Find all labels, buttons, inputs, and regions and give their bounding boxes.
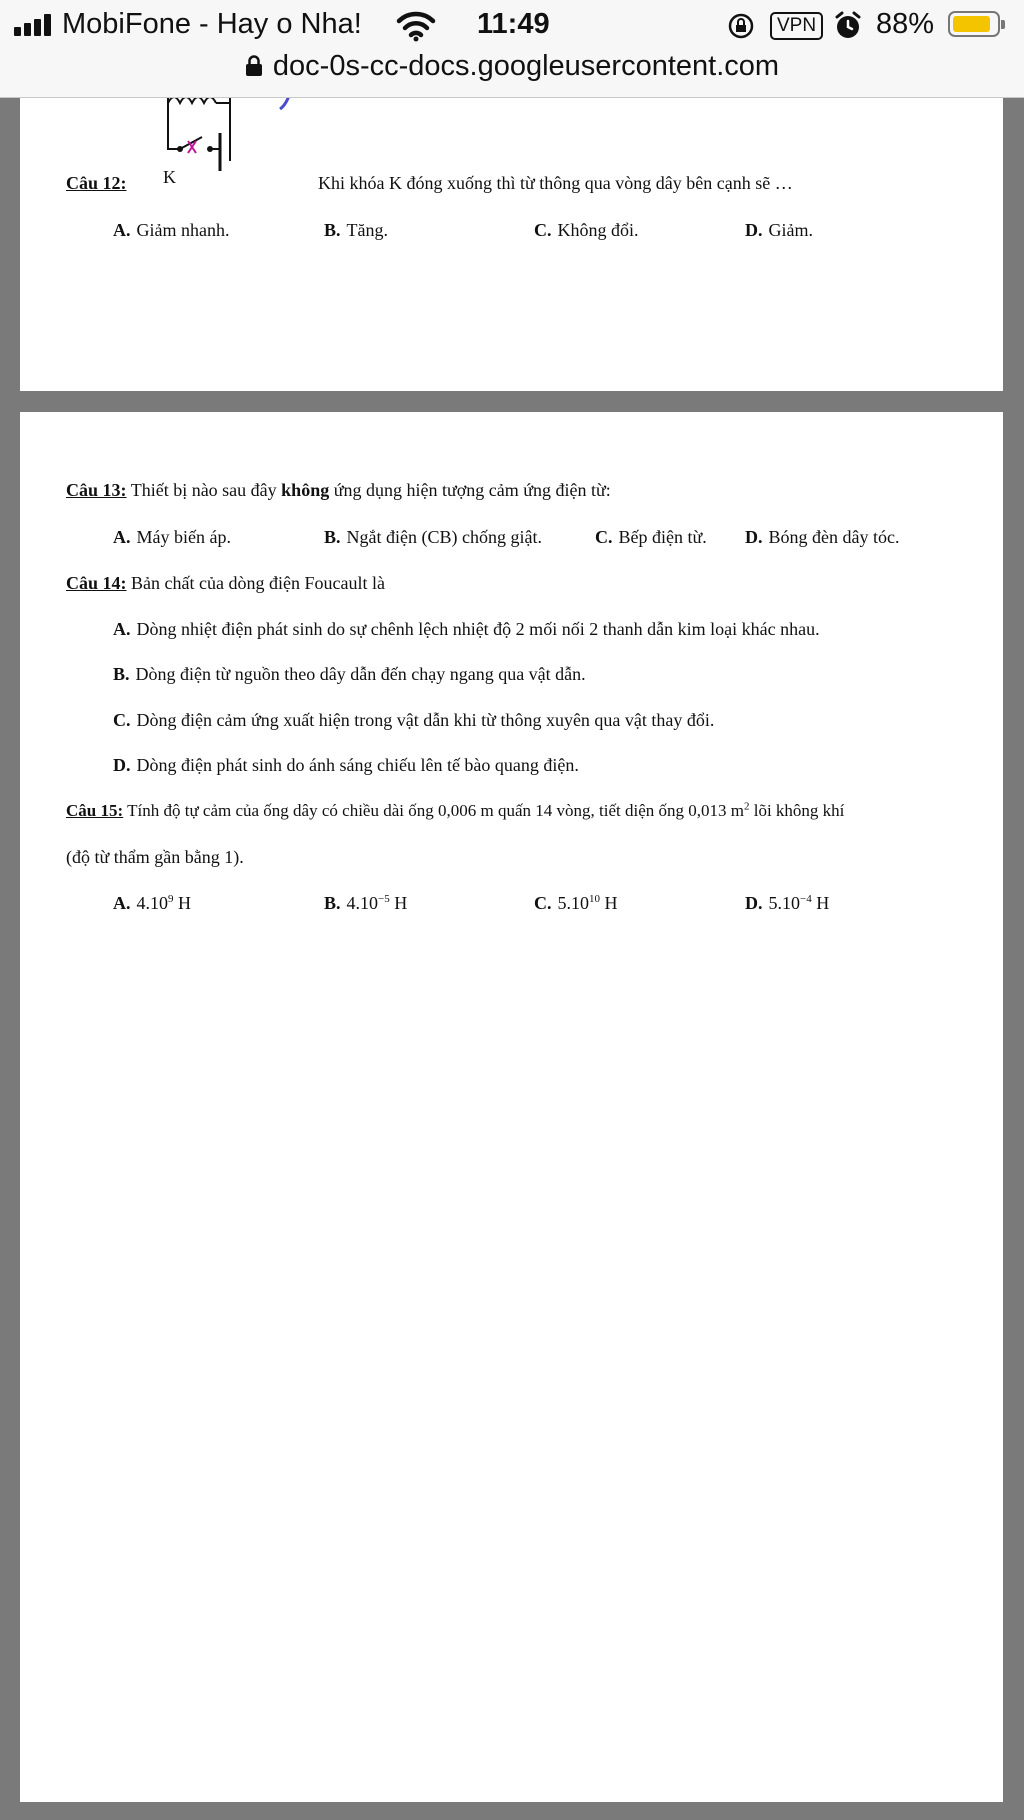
q14-option-c: C. Dòng điện cảm ứng xuất hiện trong vật dẫn khi từ thông xuyên qua vật thay đổi. [113, 710, 715, 730]
q12-label: Câu 12: [66, 173, 127, 193]
q15-question: Câu 15: Tính độ tự cảm của ống dây có chiều dài ống 0,006 m quấn 14 vòng, tiết diện ống 0,013 $m^2$ lõi không khí [66, 800, 845, 820]
wifi-icon [396, 10, 436, 42]
rotation-lock-icon [727, 12, 755, 40]
q13-label: Câu 13: [66, 480, 127, 500]
battery-icon [948, 11, 1000, 37]
q14-question: Câu 14: Bản chất của dòng điện Foucault là [66, 573, 385, 593]
padlock-icon [245, 55, 263, 77]
q13-option-b: B. Ngắt điện (CB) chống giật. [324, 527, 542, 547]
q15-option-d: D. $5.10^{-4}$ H [745, 893, 830, 913]
q12-option-c: C. Không đổi. [534, 220, 639, 240]
q15-label: Câu 15: [66, 801, 124, 820]
alarm-icon [834, 11, 862, 41]
document-page-1 [20, 97, 1003, 391]
q12-option-a: A. Giảm nhanh. [113, 220, 230, 240]
q12-question: Khi khóa K đóng xuống thì từ thông qua vòng dây bên cạnh sẽ … [318, 173, 793, 193]
document-page-2 [20, 412, 1003, 1802]
browser-chrome [0, 0, 1024, 98]
status-bar [0, 0, 1024, 52]
q15-option-b: B. $4.10^{-5}$ H [324, 893, 408, 913]
q15-question-line2: (độ từ thẩm gần bằng 1). [66, 847, 244, 867]
clock: 11:49 [477, 8, 550, 40]
q15-option-c: C. 5.10$^{10}$ H [534, 893, 618, 913]
vpn-badge: VPN [770, 12, 823, 40]
q12-option-b: B. Tăng. [324, 220, 388, 240]
carrier-name: MobiFone - Hay o Nha! [62, 8, 362, 40]
q13-option-c: C. Bếp điện từ. [595, 527, 707, 547]
q12-option-d: D. Giảm. [745, 220, 813, 240]
signal-icon [14, 14, 58, 36]
url-text: doc-0s-cc-docs.googleusercontent.com [272, 50, 780, 82]
q15-option-a: A. 4.10$^9$ H [113, 893, 191, 913]
q13-option-a: A. Máy biến áp. [113, 527, 231, 547]
q14-option-d: D. Dòng điện phát sinh do ánh sáng chiếu lên tế bào quang điện. [113, 755, 579, 775]
q14-label: Câu 14: [66, 573, 127, 593]
switch-label: K [163, 167, 176, 187]
q13-option-d: D. Bóng đèn dây tóc. [745, 527, 900, 547]
q13-question: Câu 13: Thiết bị nào sau đây không ứng dụng hiện tượng cảm ứng điện từ: [66, 480, 611, 500]
q14-option-b: B. Dòng điện từ nguồn theo dây dẫn đến chạy ngang qua vật dẫn. [113, 664, 586, 684]
battery-percent: 88% [876, 8, 935, 40]
q14-option-a: A. Dòng nhiệt điện phát sinh do sự chênh lệch nhiệt độ 2 mối nối 2 thanh dẫn kim loại khác nhau. [113, 619, 820, 639]
address-bar[interactable] [0, 50, 1024, 90]
